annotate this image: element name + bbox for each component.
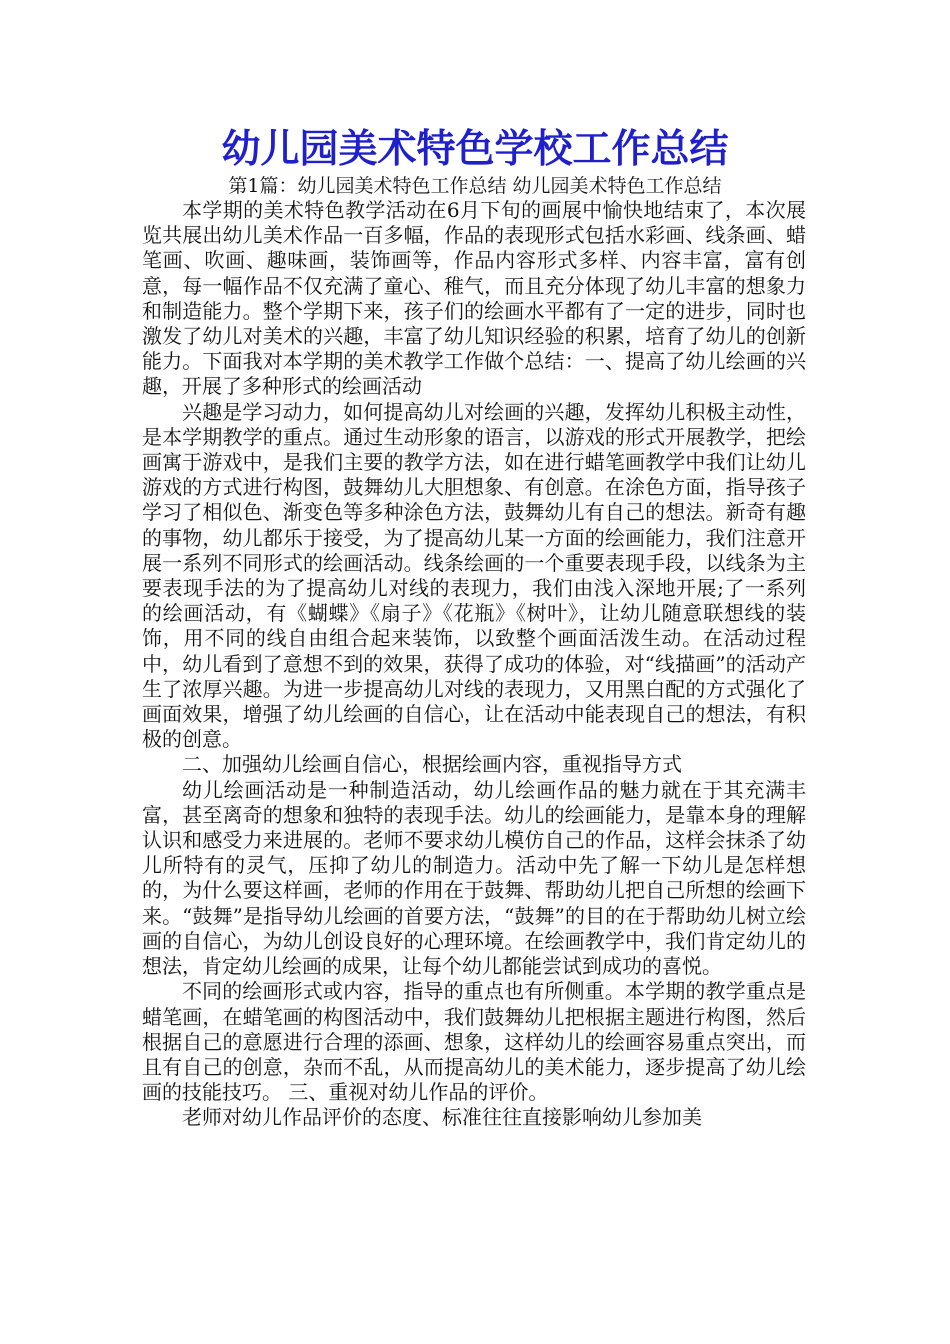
document-title: 幼儿园美术特色学校工作总结: [221, 126, 729, 172]
document-subtitle: 第1篇：幼儿园美术特色工作总结 幼儿园美术特色工作总结: [228, 175, 722, 197]
body-paragraph: 幼儿绘画活动是一种制造活动，幼儿绘画作品的魅力就在于其充满丰富，甚至离奇的想象和独特的表现手法。幼儿的绘画能力，是靠本身的理解认识和感受力来进展的。老师不要求幼儿模仿自己的作品，这样会抹杀了幼儿所特有的灵气，压抑了幼儿的制造力。活动中先了解一下幼儿是怎样想的，为什么要这样画，老师的作用在于鼓舞、帮助幼儿把自己所想的绘画下来。“鼓舞”是指导幼儿绘画的首要方法，“鼓舞”的目的在于帮助幼儿树立绘画的自信心，为幼儿创设良好的心理环境。在绘画教学中，我们肯定幼儿的想法，肯定幼儿绘画的成果，让每个幼儿都能尝试到成功的喜悦。: [142, 777, 806, 979]
body-paragraph: 本学期的美术特色教学活动在6月下旬的画展中愉快地结束了，本次展览共展出幼儿美术作品一百多幅，作品的表现形式包括水彩画、线条画、蜡笔画、吹画、趣味画，装饰画等，作品内容形式多样、内容丰富，富有创意，每一幅作品不仅充满了童心、稚气，而且充分体现了幼儿丰富的想象力和制造能力。整个学期下来，孩子们的绘画水平都有了一定的进步，同时也激发了幼儿对美术的兴趣，丰富了幼儿知识经验的积累，培育了幼儿的创新能力。下面我对本学期的美术教学工作做个总结：一、提高了幼儿绘画的兴趣，开展了多种形式的绘画活动: [142, 198, 806, 399]
body-paragraph: 老师对幼儿作品评价的态度、标准往往直接影响幼儿参加美: [182, 1105, 702, 1130]
body-paragraph: 兴趣是学习动力，如何提高幼儿对绘画的兴趣，发挥幼儿积极主动性，是本学期教学的重点。通过生动形象的语言，以游戏的形式开展教学，把绘画寓于游戏中，是我们主要的教学方法，如在进行蜡笔画教学中我们让幼儿游戏的方式进行构图，鼓舞幼儿大胆想象、有创意。在涂色方面，指导孩子学习了相似色、渐变色等多种涂色方法，鼓舞幼儿有自己的想法。新奇有趣的事物，幼儿都乐于接受，为了提高幼儿某一方面的绘画能力，我们注意开展一系列不同形式的绘画活动。线条绘画的一个重要表现手段，以线条为主要表现手法的为了提高幼儿对线的表现力，我们由浅入深地开展;了一系列的绘画活动，有《蝴蝶》《扇子》《花瓶》《树叶》，让幼儿随意联想线的装饰，用不同的线自由组合起来装饰，以致整个画面活泼生动。在活动过程中，幼儿看到了意想不到的效果，获得了成功的体验，对“线描画”的活动产生了浓厚兴趣。为进一步提高幼儿对线的表现力，又用黑白配的方式强化了画面效果，增强了幼儿绘画的自信心，让在活动中能表现自己的想法，有积极的创意。: [142, 399, 806, 752]
document-body: [142, 198, 806, 1131]
section-heading: 二、加强幼儿绘画自信心，根据绘画内容，重视指导方式: [182, 752, 682, 777]
body-paragraph: 不同的绘画形式或内容，指导的重点也有所侧重。本学期的教学重点是蜡笔画，在蜡笔画的构图活动中，我们鼓舞幼儿把根据主题进行构图，然后根据自己的意愿进行合理的添画、想象，这样幼儿的绘画容易重点突出，而且有自己的创意，杂而不乱，从而提高幼儿的美术能力，逐步提高了幼儿绘画的技能技巧。 三、重视对幼儿作品的评价。: [142, 979, 806, 1105]
